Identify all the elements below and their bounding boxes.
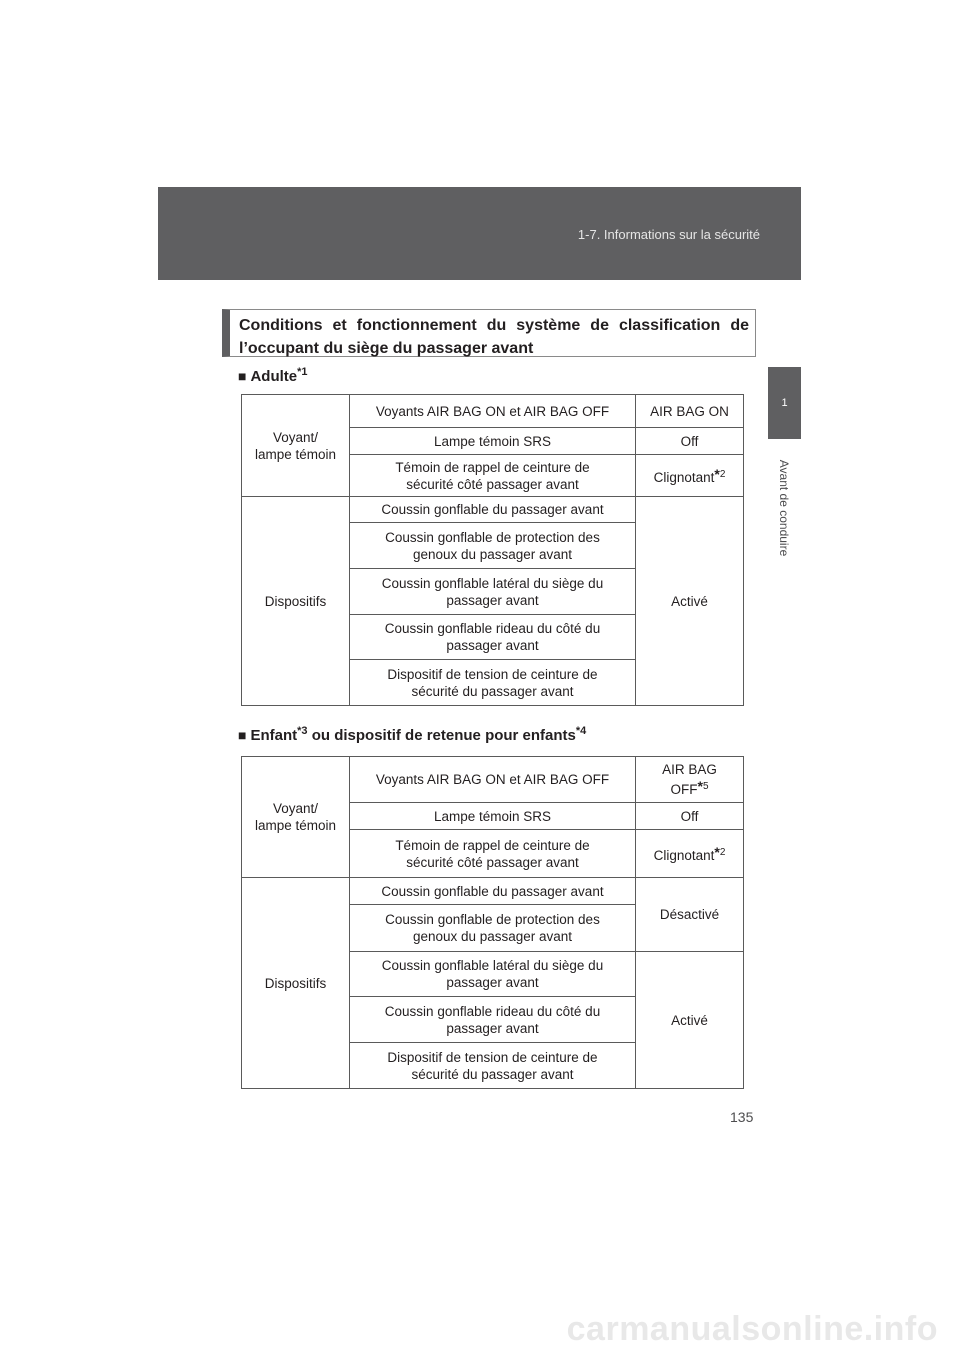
table-cell: Dispositif de tension de ceinture de sécurité du passager avant <box>350 660 636 706</box>
table-cell: Désactivé <box>636 878 744 952</box>
table-row <box>242 878 744 905</box>
table-cell: Lampe témoin SRS <box>350 428 636 455</box>
watermark <box>0 1290 960 1358</box>
asterisk-icon: * <box>714 843 720 860</box>
table-row <box>242 497 744 523</box>
asterisk-icon: * <box>714 465 720 482</box>
heading-line-2: l’occupant du siège du passager avant <box>239 340 534 357</box>
table-cell: AIR BAG OFF*$^5$ <box>636 757 744 803</box>
table-cell: Off <box>636 428 744 455</box>
devices-label: Dispositifs <box>242 497 350 706</box>
table-row <box>242 395 744 428</box>
section-heading <box>222 309 756 357</box>
table-cell: Témoin de rappel de ceinture de sécurité côté passager avant <box>350 830 636 878</box>
table-cell: Clignotant*$^2$ <box>636 455 744 497</box>
table-cell: Lampe témoin SRS <box>350 803 636 830</box>
page-number: 135 <box>730 1109 754 1125</box>
table-cell: Off <box>636 803 744 830</box>
child-subheading: ■ Enfant$^{*3}$ ou dispositif de retenue pour enfants$^{*4}$ <box>238 725 587 744</box>
square-bullet-icon: ■ <box>238 727 247 743</box>
square-bullet-icon: ■ <box>238 368 247 384</box>
asterisk-icon: * <box>697 778 703 794</box>
indicator-label: Voyant/ lampe témoin <box>242 757 350 878</box>
table-cell: Coussin gonflable rideau du côté du passager avant <box>350 615 636 660</box>
table-cell: Coussin gonflable latéral du siège du passager avant <box>350 569 636 615</box>
table-cell: Témoin de rappel de ceinture de sécurité côté passager avant <box>350 455 636 497</box>
devices-label: Dispositifs <box>242 878 350 1089</box>
table-cell: Coussin gonflable du passager avant <box>350 878 636 905</box>
chapter-tab: 1 <box>768 367 801 439</box>
child-table <box>241 756 744 1089</box>
table-cell: Coussin gonflable rideau du côté du passager avant <box>350 997 636 1043</box>
table-cell: Activé <box>636 952 744 1089</box>
footnote-ref: *1 <box>297 366 308 378</box>
footnote-ref: *4 <box>575 725 587 737</box>
table-cell: Voyants AIR BAG ON et AIR BAG OFF <box>350 395 636 428</box>
table-row <box>242 757 744 803</box>
table-cell: Clignotant*$^2$ <box>636 830 744 878</box>
chapter-label: Avant de conduire <box>777 459 791 557</box>
adult-table <box>241 394 744 706</box>
heading-line-1: Conditions et fonctionnement du système de classification de <box>239 317 749 334</box>
section-title: 1-7. Informations sur la sécurité <box>577 227 760 242</box>
table-cell: Dispositif de tension de ceinture de sécurité du passager avant <box>350 1043 636 1089</box>
table-cell: Coussin gonflable latéral du siège du passager avant <box>350 952 636 997</box>
table-cell: Coussin gonflable de protection des genoux du passager avant <box>350 905 636 952</box>
table-cell: Activé <box>636 497 744 706</box>
header-band <box>158 187 801 280</box>
table-cell: Coussin gonflable du passager avant <box>350 497 636 523</box>
adult-subheading: ■ Adulte$^{*1}$ <box>238 366 308 385</box>
indicator-label: Voyant/ lampe témoin <box>242 395 350 497</box>
table-cell: Voyants AIR BAG ON et AIR BAG OFF <box>350 757 636 803</box>
watermark-text: carmanualsonline.info <box>566 1310 938 1348</box>
table-cell: Coussin gonflable de protection des genoux du passager avant <box>350 523 636 569</box>
footnote-ref: *3 <box>297 725 308 737</box>
table-cell: AIR BAG ON <box>636 395 744 428</box>
